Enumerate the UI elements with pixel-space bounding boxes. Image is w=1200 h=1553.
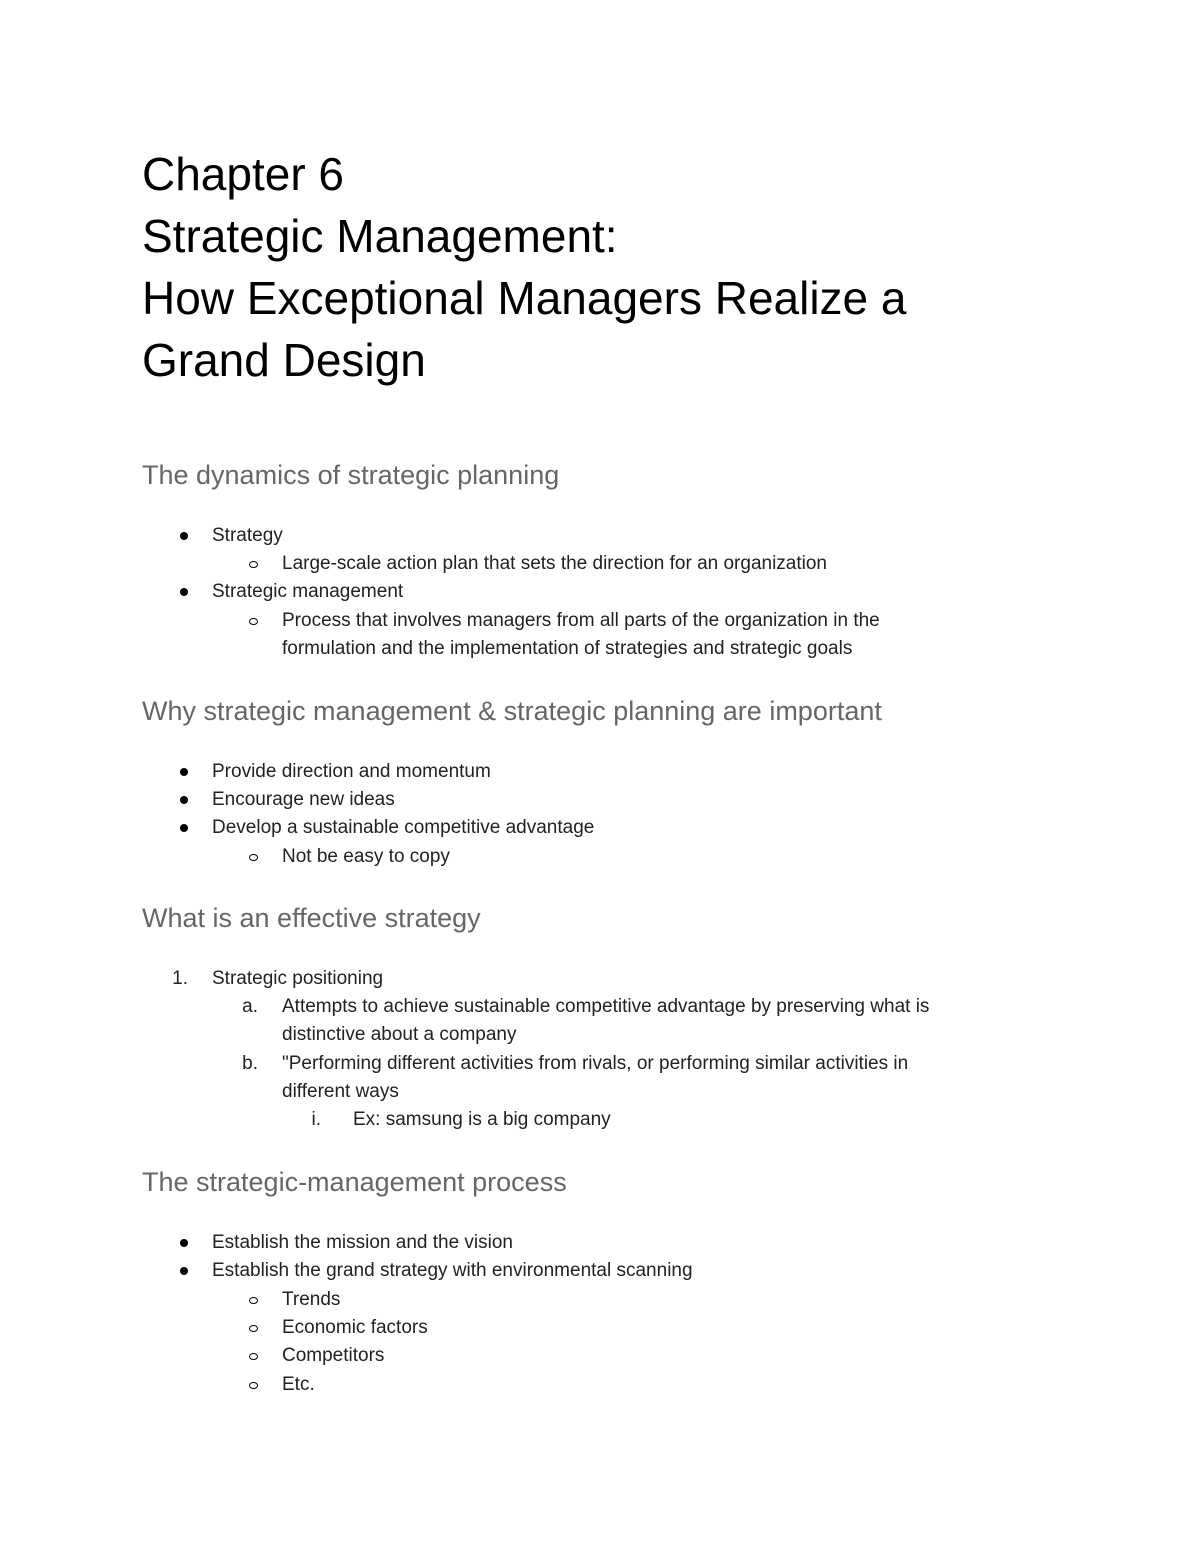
document-page — [142, 0, 1042, 1553]
list-item: Strategic management — [212, 578, 403, 606]
number-marker: 1. — [172, 968, 188, 989]
list-item: Trends — [282, 1286, 340, 1314]
section-heading-effective-strategy: What is an effective strategy — [142, 903, 481, 933]
section-heading-process: The strategic-management process — [142, 1167, 567, 1197]
list-item: Establish the mission and the vision — [212, 1229, 513, 1257]
circle-marker — [246, 843, 258, 871]
letter-marker: a. — [242, 996, 258, 1017]
list-item: Economic factors — [282, 1314, 428, 1342]
list-item: Large-scale action plan that sets the direction for an organization — [282, 550, 827, 578]
bullet-marker — [176, 786, 188, 814]
roman-marker: i. — [311, 1109, 321, 1130]
document-title — [142, 143, 1022, 391]
title-line-chapter: Chapter 6 — [142, 148, 345, 200]
circle-marker — [246, 1371, 258, 1399]
circle-marker — [246, 607, 258, 635]
list-item: Etc. — [282, 1371, 315, 1399]
circle-marker — [246, 1286, 258, 1314]
list-item: Competitors — [282, 1342, 384, 1370]
list-item: a. Attempts to achieve sustainable competitive advantage by preserving what is — [282, 993, 929, 1021]
bullet-marker — [176, 1229, 188, 1257]
list-item-continuation: formulation and the implementation of strategies and strategic goals — [282, 638, 853, 659]
list-item: Develop a sustainable competitive advantage — [212, 814, 594, 842]
circle-marker — [246, 1314, 258, 1342]
bullet-marker — [176, 758, 188, 786]
list-item: Strategy — [212, 522, 283, 550]
list-item-continuation: different ways — [282, 1081, 399, 1102]
list-item: Provide direction and momentum — [212, 758, 491, 786]
circle-marker — [246, 1342, 258, 1370]
bullet-marker — [176, 578, 188, 606]
list-item: Encourage new ideas — [212, 786, 395, 814]
list-item: Establish the grand strategy with environmental scanning — [212, 1257, 693, 1285]
bullet-marker — [176, 522, 188, 550]
title-line-topic: Strategic Management: — [142, 210, 618, 262]
list-item: Not be easy to copy — [282, 843, 450, 871]
list-item: b. "Performing different activities from rivals, or performing similar activities in — [282, 1050, 908, 1078]
section-heading-importance: Why strategic management & strategic planning are important — [142, 696, 882, 726]
letter-marker: b. — [242, 1053, 258, 1074]
bullet-marker — [176, 814, 188, 842]
title-line-subtitle: How Exceptional Managers Realize a — [142, 272, 907, 324]
title-line-subtitle-cont: Grand Design — [142, 334, 426, 386]
circle-marker — [246, 550, 258, 578]
list-item-continuation: distinctive about a company — [282, 1024, 517, 1045]
list-item: 1. Strategic positioning — [212, 965, 383, 993]
list-item: i. Ex: samsung is a big company — [353, 1106, 611, 1134]
list-item: Process that involves managers from all parts of the organization in the — [282, 607, 880, 635]
section-heading-dynamics: The dynamics of strategic planning — [142, 460, 560, 490]
bullet-marker — [176, 1257, 188, 1285]
